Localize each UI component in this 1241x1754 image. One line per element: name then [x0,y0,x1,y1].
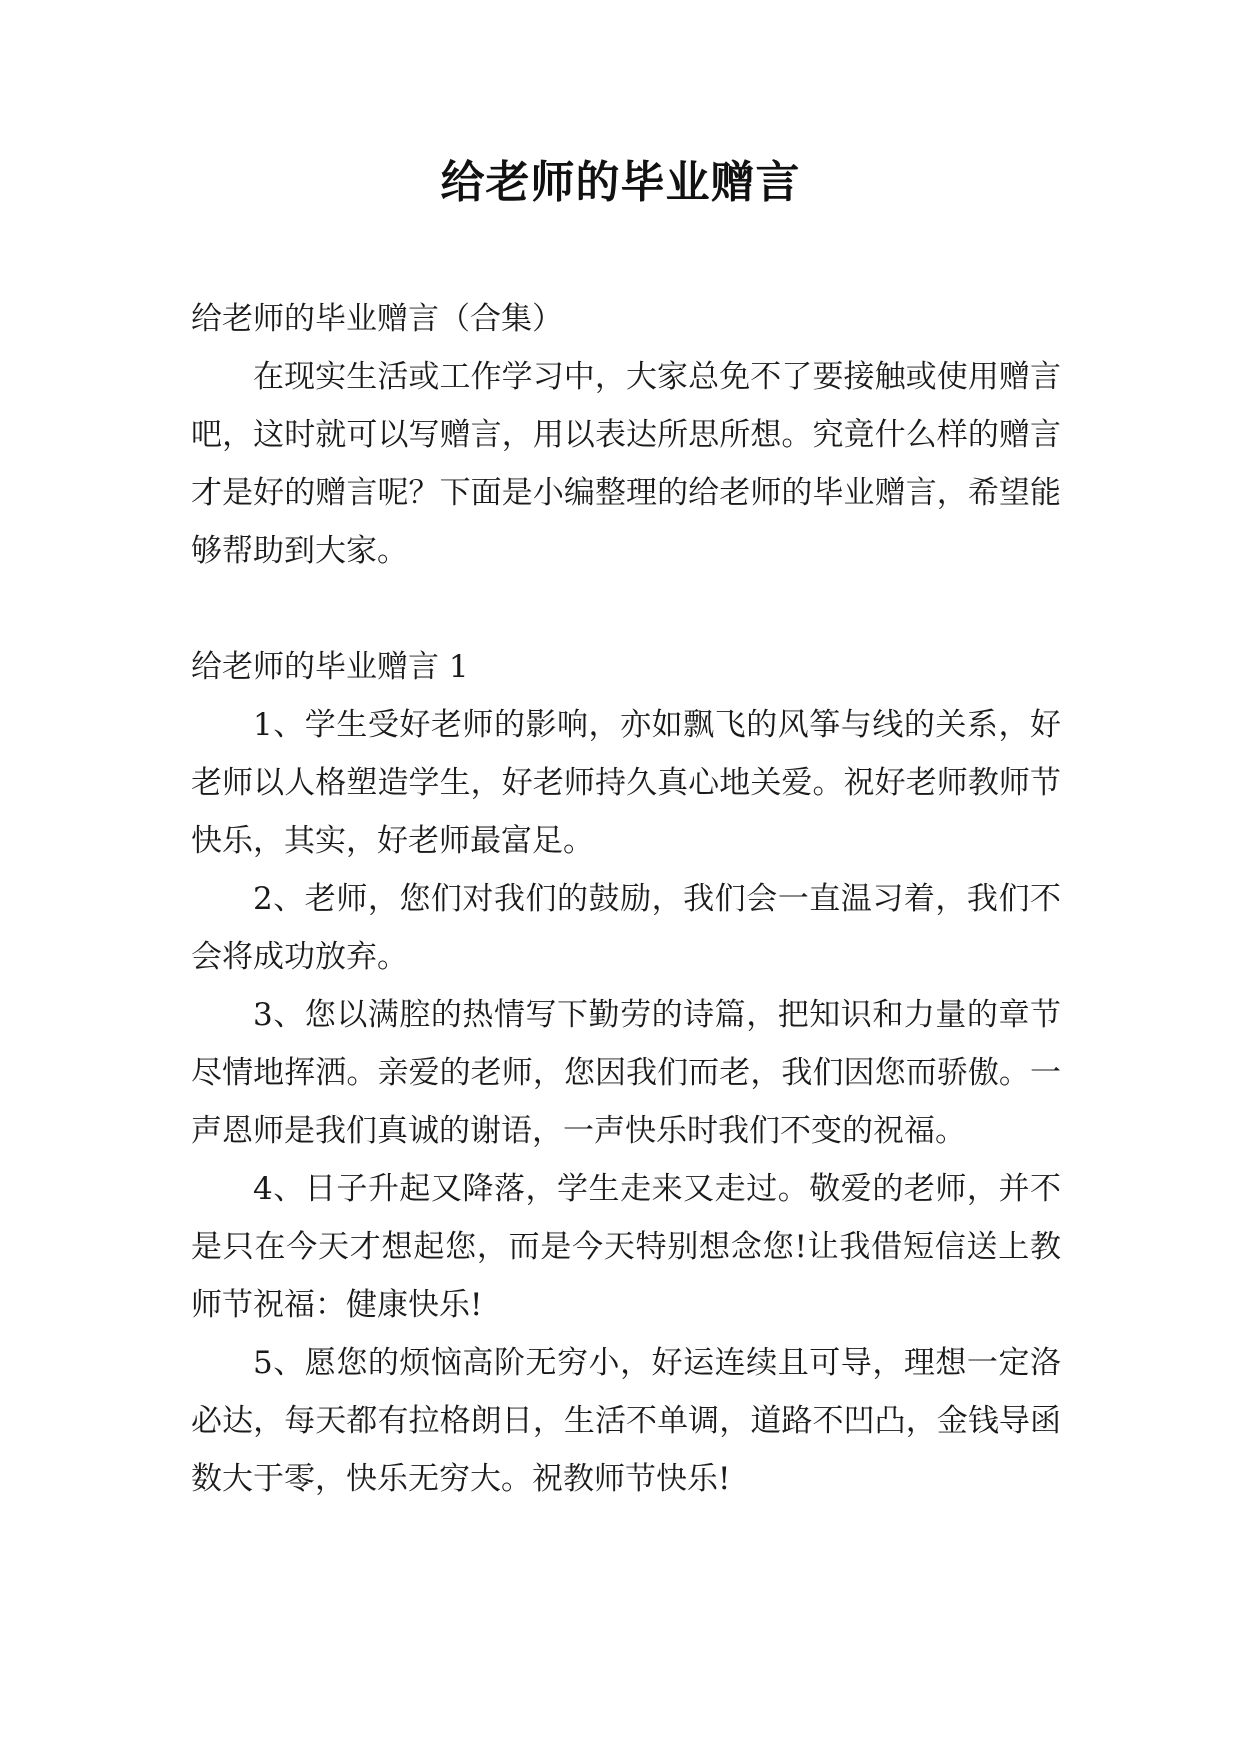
intro-paragraph: 在现实生活或工作学习中，大家总免不了要接触或使用赠言吧，这时就可以写赠言，用以表达所思所想。究竟什么样的赠言才是好的赠言呢？下面是小编整理的给老师的毕业赠言，希望能够帮助到大家。 [191,359,1061,569]
page-title: 给老师的毕业赠言 [440,157,801,208]
list-item: 3、您以满腔的热情写下勤劳的诗篇，把知识和力量的章节尽情地挥洒。亲爱的老师，您因我们而老，我们因您而骄傲。一声恩师是我们真诚的谢语，一声快乐时我们不变的祝福。 [191,997,1061,1149]
list-item: 4、日子升起又降落，学生走来又走过。敬爱的老师，并不是只在今天才想起您，而是今天特别想念您!让我借短信送上教师节祝福：健康快乐! [191,1171,1061,1323]
document-body [191,290,1061,1508]
section-heading: 给老师的毕业赠言 1 [191,649,469,685]
paragraph-spacer [191,580,1061,638]
document-subtitle: 给老师的毕业赠言（合集） [191,301,563,337]
list-item: 1、学生受好老师的影响，亦如飘飞的风筝与线的关系，好老师以人格塑造学生，好老师持久真心地关爱。祝好老师教师节快乐，其实，好老师最富足。 [191,707,1061,859]
list-item: 5、愿您的烦恼高阶无穷小，好运连续且可导，理想一定洛必达，每天都有拉格朗日，生活不单调，道路不凹凸，金钱导函数大于零，快乐无穷大。祝教师节快乐! [191,1345,1061,1497]
list-item: 2、老师，您们对我们的鼓励，我们会一直温习着，我们不会将成功放弃。 [191,881,1061,975]
